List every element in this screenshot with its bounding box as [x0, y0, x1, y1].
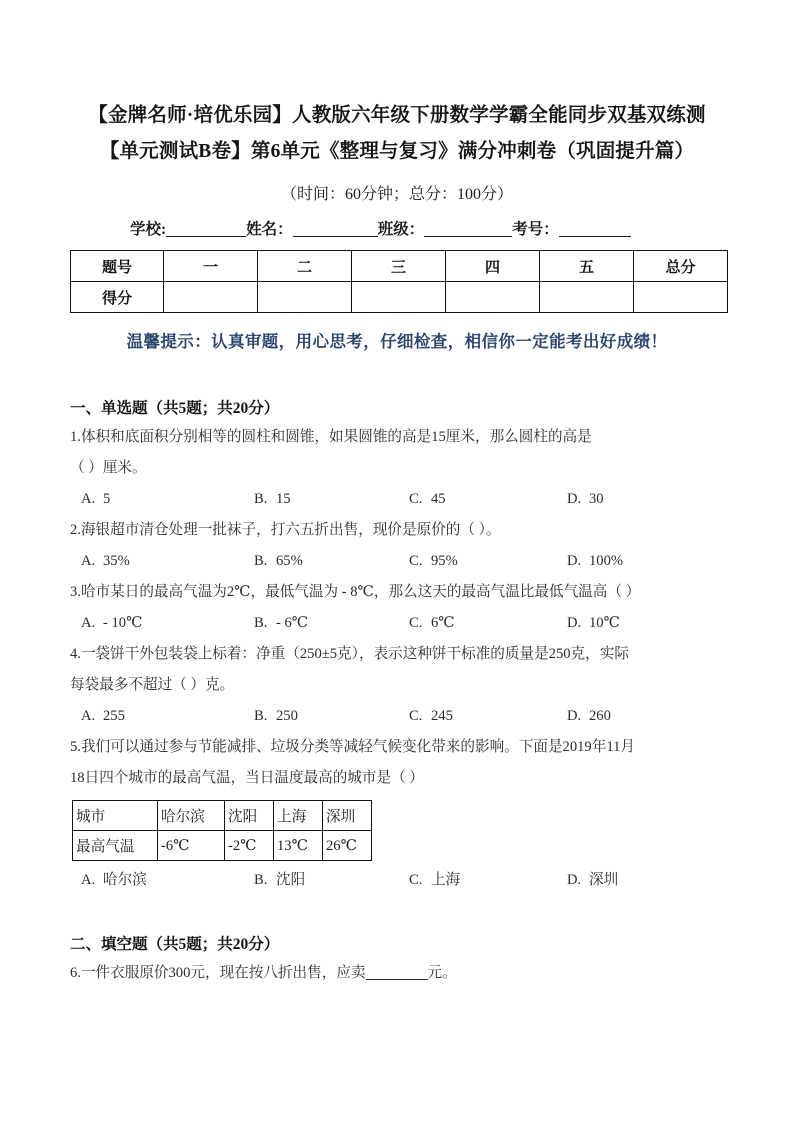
option-1-b[interactable] [254, 484, 409, 515]
option-3-c-value: 6℃ [431, 615, 455, 631]
section-heading-2: 二、填空题（共5题；共20分） [70, 936, 280, 953]
score-table-col-4: 五 [540, 251, 634, 282]
temp-table-city-0: 哈尔滨 [158, 801, 225, 831]
question-1-options [70, 484, 750, 515]
score-cell-4[interactable] [540, 282, 634, 313]
score-cell-3[interactable] [446, 282, 540, 313]
temp-table-city-2: 上海 [274, 801, 323, 831]
question-1 [70, 422, 750, 515]
class-input-blank[interactable] [424, 236, 512, 237]
option-3-a-letter: A. [81, 615, 96, 631]
option-4-b-value: 250 [276, 708, 298, 724]
option-5-c-letter: C. [409, 872, 423, 888]
doc-title-line-2: 【单元测试B卷】第6单元《整理与复习》满分冲刺卷（巩固提升篇） [99, 141, 695, 162]
table-row-city [73, 801, 372, 831]
option-3-c[interactable] [409, 608, 567, 639]
option-5-a-letter: A. [81, 872, 96, 888]
table-row-scores [71, 282, 728, 313]
question-6-text-after: 元。 [427, 965, 457, 981]
document-title-block [62, 98, 732, 210]
option-4-d-value: 260 [589, 708, 611, 724]
score-table-col-2: 三 [352, 251, 446, 282]
option-1-d-letter: D. [567, 491, 582, 507]
score-table-row-label-0: 题号 [71, 251, 164, 282]
option-3-b-letter: B. [254, 615, 268, 631]
option-4-a-letter: A. [81, 708, 96, 724]
table-row-question-numbers [71, 251, 728, 282]
option-2-b[interactable] [254, 546, 409, 577]
option-5-d-letter: D. [567, 872, 582, 888]
option-3-b-value: - 6℃ [276, 615, 309, 631]
option-2-a[interactable] [70, 546, 254, 577]
question-6-text-before: 6.一件衣服原价300元，现在按八折出售，应卖 [70, 965, 366, 981]
exam-no-label: 考号： [512, 221, 559, 238]
question-3-text-line-1: 3.哈市某日的最高气温为2℃，最低气温为 - 8℃，那么这天的最高气温比最低气温高（ ） [70, 584, 641, 600]
question-3-options [70, 608, 750, 639]
option-3-d-letter: D. [567, 615, 582, 631]
temp-table-city-1: 沈阳 [225, 801, 274, 831]
option-2-c-value: 95% [431, 553, 458, 569]
score-table-col-5: 总分 [634, 251, 728, 282]
question-1-text-line-2: （ ）厘米。 [70, 460, 147, 476]
exam-no-input-blank[interactable] [559, 236, 631, 237]
option-5-b[interactable] [254, 865, 409, 896]
school-label: 学校: [130, 221, 167, 238]
option-3-a-value: - 10℃ [103, 615, 143, 631]
option-1-a-letter: A. [81, 491, 96, 507]
option-5-a[interactable] [70, 865, 254, 896]
option-1-b-value: 15 [276, 491, 291, 507]
option-4-b[interactable] [254, 701, 409, 732]
option-4-c-letter: C. [409, 708, 423, 724]
option-5-b-letter: B. [254, 872, 268, 888]
score-cell-2[interactable] [352, 282, 446, 313]
option-4-d-letter: D. [567, 708, 582, 724]
option-5-a-value: 哈尔滨 [103, 872, 147, 888]
question-4-text-line-2: 每袋最多不超过（ ）克。 [70, 677, 235, 693]
temp-table-value-1: -2℃ [225, 831, 274, 861]
option-4-b-letter: B. [254, 708, 268, 724]
score-table-row-label-1: 得分 [71, 282, 164, 313]
temp-table-row-label-city: 城市 [73, 801, 158, 831]
temp-table-value-0: -6℃ [158, 831, 225, 861]
name-label: 姓名： [246, 221, 293, 238]
option-4-a[interactable] [70, 701, 254, 732]
option-1-c-value: 45 [431, 491, 446, 507]
option-2-b-letter: B. [254, 553, 268, 569]
student-info-line [130, 219, 730, 241]
option-1-d[interactable] [567, 484, 707, 515]
option-4-a-value: 255 [103, 708, 125, 724]
city-temperature-table [72, 800, 372, 861]
question-2 [70, 515, 750, 577]
question-6 [70, 958, 750, 989]
score-table-col-1: 二 [258, 251, 352, 282]
question-5 [70, 732, 750, 896]
doc-title-line-1: 【金牌名师·培优乐园】人教版六年级下册数学学霸全能同步双基双练测 [88, 105, 706, 126]
score-table [70, 250, 728, 313]
school-input-blank[interactable] [166, 236, 246, 237]
score-cell-0[interactable] [164, 282, 258, 313]
question-1-text-line-1: 1.体积和底面积分别相等的圆柱和圆锥，如果圆锥的高是15厘米，那么圆柱的高是 [70, 429, 592, 445]
option-5-c[interactable] [409, 865, 567, 896]
table-row-max-temp [73, 831, 372, 861]
option-1-a-value: 5 [103, 491, 111, 507]
section-heading-1: 一、单选题（共5题；共20分） [70, 400, 280, 417]
option-2-d[interactable] [567, 546, 707, 577]
score-table-col-0: 一 [164, 251, 258, 282]
question-4-text-line-1: 4.一袋饼干外包装袋上标着：净重（250±5克），表示这种饼干标准的质量是250克，实际 [70, 646, 629, 662]
score-table-col-3: 四 [446, 251, 540, 282]
option-2-d-value: 100% [589, 553, 624, 569]
option-1-c-letter: C. [409, 491, 423, 507]
option-1-c[interactable] [409, 484, 567, 515]
temp-table-row-label-max-temp: 最高气温 [73, 831, 158, 861]
option-3-d[interactable] [567, 608, 707, 639]
option-5-c-value: 上海 [431, 872, 461, 888]
option-3-c-letter: C. [409, 615, 423, 631]
question-5-text-line-2: 18日四个城市的最高气温，当日温度最高的城市是（ ） [70, 770, 424, 786]
option-5-b-value: 沈阳 [276, 872, 306, 888]
option-1-d-value: 30 [589, 491, 604, 507]
option-2-b-value: 65% [276, 553, 303, 569]
question-6-text [70, 958, 750, 989]
exam-content [70, 398, 750, 989]
question-5-options [70, 865, 750, 896]
score-cell-5[interactable] [634, 282, 728, 313]
option-3-b[interactable] [254, 608, 409, 639]
time-and-total-score: （时间：60分钟；总分：100分） [280, 186, 513, 203]
question-4 [70, 639, 750, 732]
option-4-d[interactable] [567, 701, 707, 732]
question-5-text-line-1: 5.我们可以通过参与节能减排、垃圾分类等减轻气候变化带来的影响。下面是2019年11月 [70, 739, 635, 755]
option-2-d-letter: D. [567, 553, 582, 569]
temp-table-value-3: 26℃ [323, 831, 372, 861]
temp-table-value-2: 13℃ [274, 831, 323, 861]
question-3 [70, 577, 750, 639]
option-1-a[interactable] [70, 484, 254, 515]
class-label: 班级： [377, 221, 425, 238]
question-6-answer-blank[interactable] [366, 979, 428, 980]
question-4-options [70, 701, 750, 732]
option-2-c[interactable] [409, 546, 567, 577]
name-input-blank[interactable] [293, 236, 378, 237]
option-5-d[interactable] [567, 865, 707, 896]
option-1-b-letter: B. [254, 491, 268, 507]
option-2-c-letter: C. [409, 553, 423, 569]
question-2-options [70, 546, 750, 577]
option-5-d-value: 深圳 [589, 872, 619, 888]
option-4-c[interactable] [409, 701, 567, 732]
option-2-a-letter: A. [81, 553, 96, 569]
score-cell-1[interactable] [258, 282, 352, 313]
temp-table-city-3: 深圳 [323, 801, 372, 831]
option-3-a[interactable] [70, 608, 254, 639]
question-2-text-line-1: 2.海银超市清仓处理一批袜子，打六五折出售，现价是原价的（ ）。 [70, 522, 501, 538]
option-4-c-value: 245 [431, 708, 453, 724]
option-2-a-value: 35% [103, 553, 130, 569]
warm-tip-text: 温馨提示：认真审题，用心思考，仔细检查，相信你一定能考出好成绩！ [126, 332, 668, 351]
option-3-d-value: 10℃ [589, 615, 620, 631]
